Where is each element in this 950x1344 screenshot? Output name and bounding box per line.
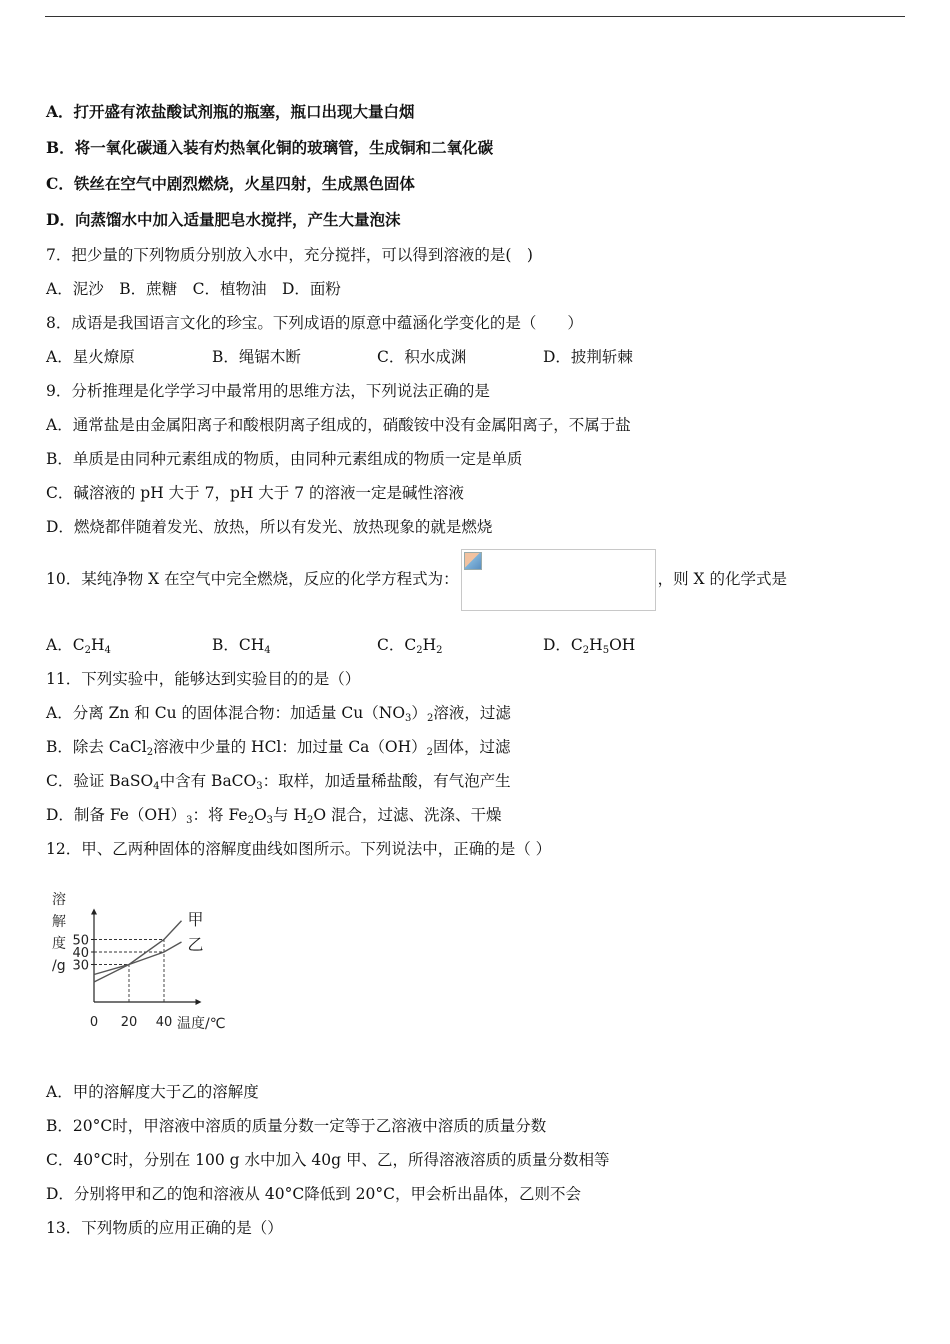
q9-option-c: C．碱溶液的 pH 大于 7，pH 大于 7 的溶液一定是碱性溶液 — [46, 484, 465, 502]
q8-option-d: D．披荆斩棘 — [543, 348, 633, 366]
x-tick-label: 20 — [120, 1015, 138, 1030]
q6-option-c: C．铁丝在空气中剧烈燃烧，火星四射，生成黑色固体 — [46, 174, 415, 193]
q10-option-d: D．$C_2H_5OH$ — [543, 636, 636, 656]
q11-option-a: A．分离 Zn 和 Cu 的固体混合物：加适量 $Cu(NO_3)_2$溶液，过滤 — [46, 704, 511, 724]
q7-stem: 7．把少量的下列物质分别放入水中，充分搅拌，可以得到溶液的是( ) — [46, 246, 533, 264]
series-label: 甲 — [187, 909, 204, 929]
y-axis-arrow — [91, 909, 97, 915]
q12-option-a: A．甲的溶解度大于乙的溶解度 — [46, 1083, 259, 1101]
q10-option-b: B．$CH_4$ — [212, 636, 271, 656]
q10-stem-before: 10．某纯净物 X 在空气中完全燃烧，反应的化学方程式为： — [46, 570, 459, 588]
q12-option-c: C．40°C时，分别在 100 g 水中加入 40g 甲、乙，所得溶液溶质的质量分数相等 — [46, 1151, 610, 1169]
series-line-jia — [94, 921, 182, 982]
y-axis-label-char: 溶 — [52, 892, 66, 908]
series-label: 乙 — [187, 935, 204, 954]
y-tick-label: 40 — [72, 946, 89, 961]
y-tick-label: 30 — [72, 958, 89, 974]
q9-stem: 9．分析推理是化学学习中最常用的思维方法，下列说法正确的是 — [46, 382, 490, 400]
equation-image-placeholder — [461, 549, 656, 611]
x-axis-arrow — [196, 999, 202, 1005]
q6-option-d: D．向蒸馏水中加入适量肥皂水搅拌，产生大量泡沫 — [46, 210, 401, 229]
q10-stem — [46, 548, 787, 611]
q11-option-d: D．制备 $Fe(OH)_3$：将 $Fe_2O_3$与 $H_2O$ 混合，过滤、洗涤、干燥 — [46, 806, 502, 826]
q8-stem: 8．成语是我国语言文化的珍宝。下列成语的原意中蕴涵化学变化的是（ ） — [46, 314, 583, 332]
q9-option-d: D．燃烧都伴随着发光、放热，所以有发光、放热现象的就是燃烧 — [46, 518, 493, 536]
q12-stem: 12．甲、乙两种固体的溶解度曲线如图所示。下列说法中，正确的是（ ） — [46, 840, 552, 858]
q12-option-d: D．分别将甲和乙的饱和溶液从 40°C降低到 20°C，甲会析出晶体，乙则不会 — [46, 1185, 581, 1203]
x-tick-label: 40 — [155, 1015, 173, 1030]
q7-options: A．泥沙 B．蔗糖 C．植物油 D．面粉 — [46, 280, 341, 298]
q8-option-a: A．星火燎原 — [46, 348, 135, 366]
q11-option-b: B．除去 CaCl$_2$溶液中少量的 HCl：加过量 $Ca(OH)_2$固体，过滤 — [46, 738, 511, 758]
q10-option-c: C．$C_2H_2$ — [377, 636, 443, 656]
q9-option-b: B．单质是由同种元素组成的物质，由同种元素组成的物质一定是单质 — [46, 450, 523, 468]
q12-option-b: B．20°C时，甲溶液中溶质的质量分数一定等于乙溶液中溶质的质量分数 — [46, 1117, 547, 1135]
q10-option-a: A．$C_2H_4$ — [46, 636, 111, 656]
q11-option-c: C．验证 BaSO$_4$中含有 BaCO$_3$：取样，加适量稀盐酸，有气泡产生 — [46, 772, 511, 792]
q9-option-a: A．通常盐是由金属阳离子和酸根阴离子组成的，硝酸铵中没有金属阳离子，不属于盐 — [46, 416, 631, 434]
q8-option-c: C．积水成渊 — [377, 348, 467, 366]
solubility-chart — [40, 882, 240, 1042]
q13-stem: 13．下列物质的应用正确的是（） — [46, 1219, 283, 1237]
y-axis-label-char: /g — [52, 958, 66, 974]
y-axis-label-char: 度 — [52, 936, 66, 952]
y-tick-label: 50 — [72, 933, 89, 949]
broken-image-icon — [464, 552, 482, 570]
q10-stem-after: ，则 X 的化学式是 — [657, 570, 788, 588]
x-tick-label: 0 — [89, 1015, 99, 1030]
header-rule — [45, 16, 905, 17]
q11-stem: 11．下列实验中，能够达到实验目的的是（） — [46, 670, 361, 688]
q8-option-b: B．绳锯木断 — [212, 348, 301, 366]
q6-option-a: A．打开盛有浓盐酸试剂瓶的瓶塞，瓶口出现大量白烟 — [46, 102, 415, 121]
y-axis-label-char: 解 — [52, 914, 66, 930]
x-axis-label: 温度/℃ — [177, 1016, 226, 1032]
q6-option-b: B．将一氧化碳通入装有灼热氧化铜的玻璃管，生成铜和二氧化碳 — [46, 138, 494, 157]
